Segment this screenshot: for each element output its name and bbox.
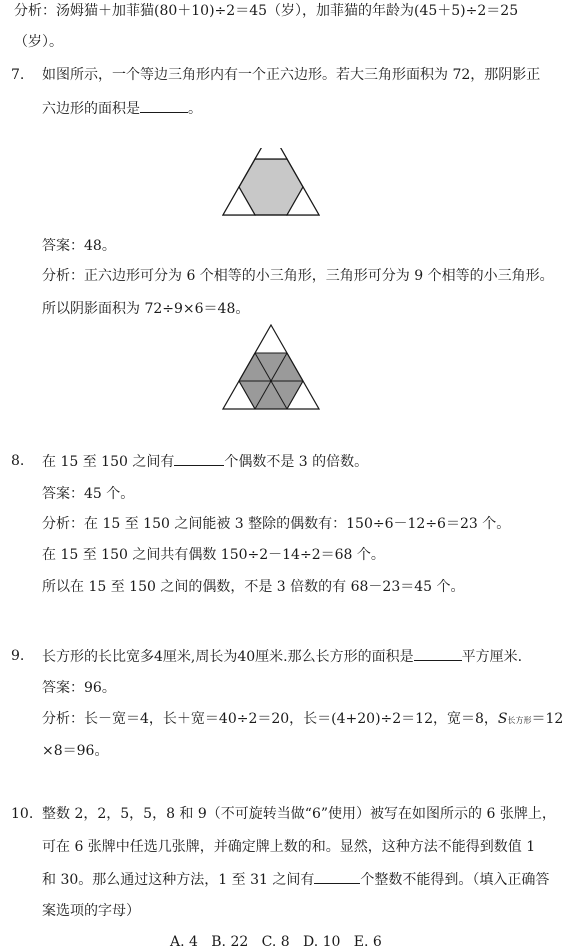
q9-answer: 答案：96。 (42, 680, 116, 696)
q9-analysis-post: ＝12 (531, 711, 564, 727)
q7-text-post: 。 (188, 101, 202, 117)
q8-question-line1 (42, 452, 368, 471)
q8-text-post: 个偶数不是 3 的倍数。 (224, 454, 369, 470)
answer-blank (414, 647, 462, 661)
area-symbol: S (497, 711, 508, 727)
q8-analysis-line1: 分析：在 15 至 150 之间能被 3 整除的偶数有：150÷6－12÷6＝23 个。 (42, 516, 511, 532)
q9-number: 9. (11, 648, 25, 664)
divided-triangle-figure (222, 324, 320, 410)
answer-blank (174, 452, 224, 466)
q7-text-pre: 六边形的面积是 (42, 101, 140, 117)
q10-question-line3 (42, 870, 549, 889)
q10-question-line4: 案选项的字母） (42, 903, 140, 919)
answer-blank (140, 99, 188, 113)
answer-blank (314, 870, 360, 884)
q8-answer: 答案：45 个。 (42, 486, 135, 502)
q7-question-line2 (42, 99, 202, 118)
intro-analysis-line1: 分析：汤姆猫＋加菲猫(80＋10)÷2＝45（岁），加菲猫的年龄为(45＋5)÷2＝25 (14, 3, 519, 19)
area-subscript: 长方形 (507, 716, 532, 725)
q9-text-pre: 长方形的长比宽多4厘米,周长为40厘米.那么长方形的面积是 (42, 649, 414, 665)
q7-number: 7. (11, 67, 25, 83)
q8-number: 8. (11, 453, 25, 469)
q8-text-pre: 在 15 至 150 之间有 (42, 454, 175, 470)
intro-analysis-line2: （岁）。 (14, 34, 63, 50)
q9-question-line1 (42, 647, 522, 666)
q9-analysis-line1 (42, 710, 563, 730)
q10-text-post: 个整数不能得到。（填入正确答 (360, 872, 550, 888)
q9-analysis-line2: ×8＝96。 (42, 743, 109, 759)
q10-question-line2: 可在 6 张牌中任选几张牌，并确定牌上数的和。显然，这种方法不能得到数值 1 (42, 839, 536, 855)
q10-answer-options: A. 4 B. 22 C. 8 D. 10 E. 6 (170, 934, 382, 950)
q7-analysis-line1: 分析：正六边形可分为 6 个相等的小三角形，三角形可分为 9 个相等的小三角形。 (42, 268, 554, 284)
q10-number: 10. (11, 806, 34, 822)
q10-text-pre: 和 30。那么通过这种方法，1 至 31 之间有 (42, 872, 315, 888)
q7-question-line1: 如图所示，一个等边三角形内有一个正六边形。若大三角形面积为 72，那阴影正 (42, 67, 541, 83)
q8-analysis-line2: 在 15 至 150 之间共有偶数 150÷2－14÷2＝68 个。 (42, 547, 385, 563)
corner-triangle-top (255, 148, 287, 159)
q10-question-line1: 整数 2，2，5，5，8 和 9（不可旋转当做“6”使用）被写在如图所示的 6 张牌上， (42, 806, 556, 822)
q8-analysis-line3: 所以在 15 至 150 之间的偶数，不是 3 倍数的有 68－23＝45 个。 (42, 579, 465, 595)
q7-analysis-line2: 所以阴影面积为 72÷9×6＝48。 (42, 301, 250, 317)
triangle-hexagon-figure (222, 148, 320, 218)
q9-analysis-pre: 分析：长－宽＝4，长＋宽＝40÷2＝20，长＝(4+20)÷2＝12，宽＝8， (42, 711, 498, 727)
q7-answer: 答案：48。 (42, 238, 116, 254)
q9-text-post: 平方厘米. (461, 649, 523, 665)
